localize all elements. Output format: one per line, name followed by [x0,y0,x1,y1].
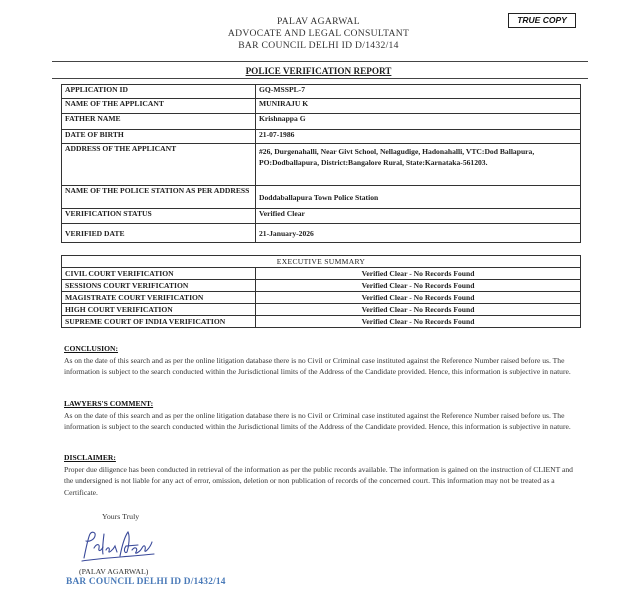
row-value: MUNIRAJU K [256,99,581,114]
row-value: Verified Clear - No Records Found [256,316,581,328]
table-row [62,85,581,99]
signatory-name: (PALAV AGARWAL) [79,567,149,576]
row-value: Verified Clear - No Records Found [256,280,581,292]
row-value: Verified Clear [256,209,581,224]
executive-summary-table [61,255,581,328]
advocate-registration: BAR COUNCIL DELHI ID D/1432/14 [238,40,399,51]
table-row [62,268,581,280]
row-label: FATHER NAME [62,114,256,130]
conclusion-section [64,343,579,378]
conclusion-text: As on the date of this search and as per the online litigation database there is no Civil or Criminal case instituted against the Reference Number raised before us. The information is subject to the search conducted within the Jurisdictional limits of the Address of the Candidate provided. Hence, this information is subjective in nature. [64,355,571,376]
table-row [62,316,581,328]
row-label: VERIFIED DATE [62,224,256,243]
row-label: HIGH COURT VERIFICATION [62,304,256,316]
row-value: GQ-MSSPL-7 [256,85,581,99]
table-row [62,280,581,292]
conclusion-heading: CONCLUSION: [64,344,119,353]
table-row [62,99,581,114]
disclaimer-text: Proper due diligence has been conducted in retrieval of the information as per the public records available. The information is gained on the instruction of CLIENT and the undersigned is not liable for any act of error, omission, deletion or non publication of records of the concerned court. This information may not be treated as a Certificate. [64,464,573,497]
table-row [62,304,581,316]
table-row [62,130,581,144]
handwritten-signature [80,528,160,564]
row-value: Verified Clear - No Records Found [256,304,581,316]
title-divider [52,78,588,79]
advocate-name: PALAV AGARWAL [277,16,360,27]
row-label: DATE OF BIRTH [62,130,256,144]
table-row [62,186,581,209]
row-value: Krishnappa G [256,114,581,130]
row-label: ADDRESS OF THE APPLICANT [62,144,256,186]
row-value: 21-January-2026 [256,224,581,243]
bar-council-id: BAR COUNCIL DELHI ID D/1432/14 [66,577,226,587]
row-label: SUPREME COURT OF INDIA VERIFICATION [62,316,256,328]
row-value: 21-07-1986 [256,130,581,144]
lawyers-comment-heading: LAWYERS'S COMMENT: [64,399,154,408]
applicant-details-table [61,84,581,243]
row-label: NAME OF THE POLICE STATION AS PER ADDRESS [62,186,256,209]
row-value: Verified Clear - No Records Found [256,292,581,304]
row-value: Doddaballapura Town Police Station [256,186,581,209]
row-label: CIVIL COURT VERIFICATION [62,268,256,280]
table-row [62,256,581,268]
lawyers-comment-section [64,398,579,433]
row-label: SESSIONS COURT VERIFICATION [62,280,256,292]
table-row [62,209,581,224]
table-row [62,292,581,304]
disclaimer-section [64,452,579,498]
executive-summary-heading: EXECUTIVE SUMMARY [62,256,581,268]
table-row [62,224,581,243]
row-label: MAGISTRATE COURT VERIFICATION [62,292,256,304]
row-label: APPLICATION ID [62,85,256,99]
report-title: POLICE VERIFICATION REPORT [245,66,392,76]
true-copy-stamp: TRUE COPY [508,13,576,28]
table-row [62,114,581,130]
row-value: #26, Durgenahalli, Near Givt School, Nellagudige, Hadonahalli, VTC:Dod Ballapura, PO:Dodballapura, District:Bangalore Rural, State:Karnataka-561203. [256,144,581,186]
advocate-designation: ADVOCATE AND LEGAL CONSULTANT [227,28,410,39]
table-row [62,144,581,186]
header-divider [52,61,588,62]
lawyers-comment-text: As on the date of this search and as per the online litigation database there is no Civil or Criminal case instituted against the Reference Number raised before us. The information is subject to the search conducted within the Jurisdictional limits of the Address of the Candidate provided. Hence, this information is subjective in nature. [64,410,571,431]
row-value: Verified Clear - No Records Found [256,268,581,280]
closing-salutation: Yours Truly [102,512,140,521]
row-label: VERIFICATION STATUS [62,209,256,224]
row-label: NAME OF THE APPLICANT [62,99,256,114]
disclaimer-heading: DISCLAIMER: [64,453,116,462]
